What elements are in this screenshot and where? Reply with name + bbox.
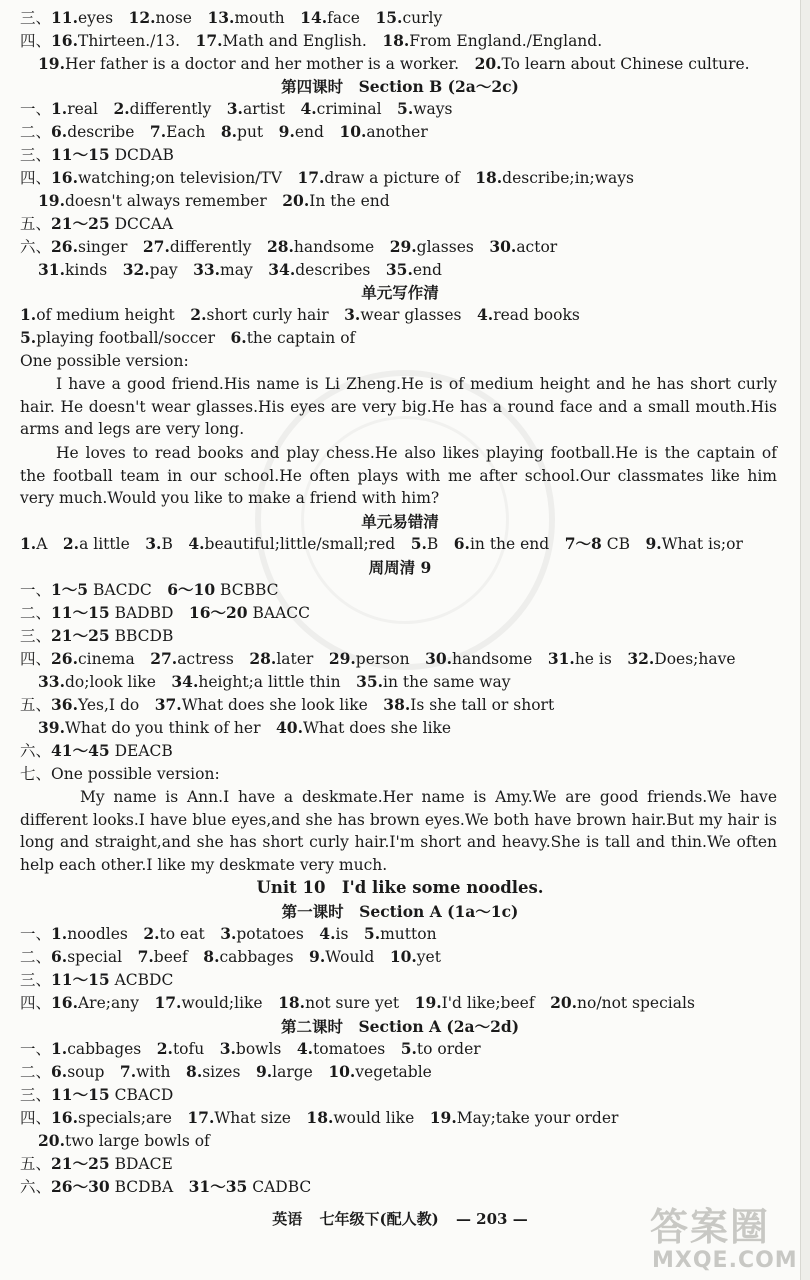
answer-line: 39.What do you think of her 40.What does she like [38, 718, 452, 737]
unit-title: Unit 10 I'd like some noodles. [256, 878, 544, 897]
answer-line: 二、6.special 7.beef 8.cabbages 9.Would 10.yet [20, 947, 441, 966]
answer-line: 三、11～15 DCDAB [20, 145, 174, 164]
answer-line: 四、16.Thirteen./13. 17.Math and English. 18.From England./England. [20, 31, 603, 50]
page-number: — 203 — [455, 1210, 528, 1228]
section-heading: 周周清 9 [368, 558, 432, 577]
logo-chars: 答案圈 [650, 1205, 771, 1249]
answer-line: 19.doesn't always remember 20.In the end [38, 191, 390, 210]
answer-line: 31.kinds 32.pay 33.may 34.describes 35.end [38, 260, 442, 279]
answer-line: 七、One possible version: [20, 765, 220, 783]
answer-line: 二、11～15 BADBD 16～20 BAACC [20, 603, 310, 622]
answer-line: 20.two large bowls of [38, 1131, 210, 1150]
footer-grade: 七年级下(配人教) [319, 1210, 439, 1228]
answer-line: 1.A 2.a little 3.B 4.beautiful;little/small;red 5.B 6.in the end 7～8 CB 9.What is;or [20, 534, 743, 553]
answer-line: 5.playing football/soccer 6.the captain of [20, 328, 356, 347]
answer-line: 二、6.describe 7.Each 8.put 9.end 10.another [20, 122, 428, 141]
answer-line: 四、16.watching;on television/TV 17.draw a picture of 18.describe;in;ways [20, 168, 634, 187]
answer-line: 1.of medium height 2.short curly hair 3.wear glasses 4.read books [20, 305, 580, 324]
section-heading: 第二课时 Section A (2a～2d) [280, 1017, 520, 1036]
answer-line: 六、26.singer 27.differently 28.handsome 29.glasses 30.actor [20, 237, 558, 256]
section-heading: 第四课时 Section B (2a～2c) [281, 77, 519, 96]
answer-line: 五、36.Yes,I do 37.What does she look like 38.Is she tall or short [20, 695, 555, 714]
answer-line: 三、11～15 CBACD [20, 1085, 174, 1104]
answer-line: 三、21～25 BBCDB [20, 626, 174, 645]
sample-essay-paragraph: He loves to read books and play chess.He also likes playing football.He is the captain of the football team in our school.He often plays with me after school.Our classmates like him very much.Would you like to make a friend with him? [20, 444, 777, 507]
answer-line: 一、1.real 2.differently 3.artist 4.criminal 5.ways [20, 99, 453, 118]
answer-line: 二、6.soup 7.with 8.sizes 9.large 10.vegetable [20, 1062, 432, 1081]
answer-line: 三、11.eyes 12.nose 13.mouth 14.face 15.curly [20, 8, 443, 27]
adjacent-page-edge [800, 0, 810, 1280]
answer-line: 一、1～5 BACDC 6～10 BCBBC [20, 580, 279, 599]
site-logo [650, 1196, 800, 1276]
answer-line: 19.Her father is a doctor and her mother is a worker. 20.To learn about Chinese culture. [38, 54, 750, 73]
section-heading: 单元易错清 [361, 512, 439, 531]
answer-line: 三、11～15 ACBDC [20, 970, 174, 989]
answer-line: 33.do;look like 34.height;a little thin 35.in the same way [38, 672, 511, 691]
sample-essay-paragraph: My name is Ann.I have a deskmate.Her name is Amy.We are good friends.We have different looks.I have blue eyes,and she has brown eyes.We both have brown hair.But my hair is long and straight,and she has short curly hair.I'm short and heavy.She is tall and thin.We often help each other.I like my deskmate very much. [20, 788, 777, 874]
answer-line: 五、21～25 BDACE [20, 1154, 173, 1173]
answer-line: One possible version: [20, 352, 189, 370]
answer-line: 四、26.cinema 27.actress 28.later 29.person 30.handsome 31.he is 32.Does;have [20, 649, 736, 668]
sample-essay-paragraph: I have a good friend.His name is Li Zheng.He is of medium height and he has short curly hair. He doesn't wear glasses.His eyes are very big.He has a round face and a small mouth.His arms and legs are very long. [20, 375, 777, 438]
section-heading: 单元写作清 [361, 283, 439, 302]
answer-line: 四、16.Are;any 17.would;like 18.not sure yet 19.I'd like;beef 20.no/not specials [20, 993, 695, 1012]
answer-line: 六、26～30 BCDBA 31～35 CADBC [20, 1177, 312, 1196]
answer-line: 一、1.cabbages 2.tofu 3.bowls 4.tomatoes 5.to order [20, 1039, 481, 1058]
section-heading: 第一课时 Section A (1a～1c) [281, 902, 519, 921]
footer-subject: 英语 [272, 1210, 303, 1228]
answer-line: 一、1.noodles 2.to eat 3.potatoes 4.is 5.mutton [20, 924, 437, 943]
logo-url: MXQE.COM [652, 1248, 798, 1273]
answer-line: 六、41～45 DEACB [20, 741, 173, 760]
answer-line: 五、21～25 DCCAA [20, 214, 174, 233]
answer-line: 四、16.specials;are 17.What size 18.would like 19.May;take your order [20, 1108, 619, 1127]
